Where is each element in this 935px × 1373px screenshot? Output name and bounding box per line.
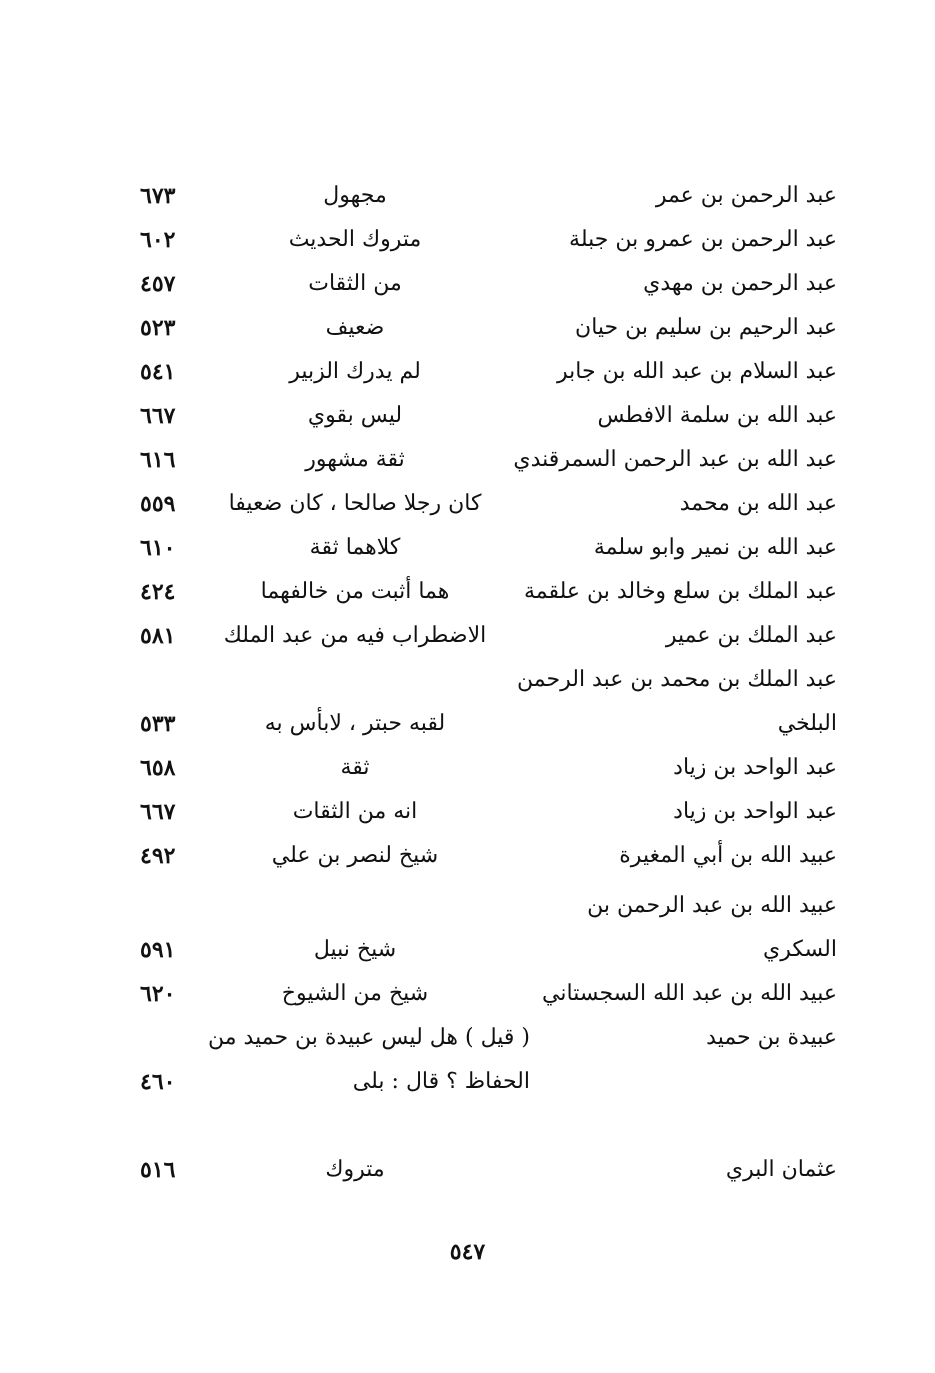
page-reference: ٦٥٨ xyxy=(140,755,176,781)
page-reference: ٥١٦ xyxy=(140,1157,176,1183)
list-item xyxy=(0,528,935,568)
page-reference: ٥٥٩ xyxy=(140,491,176,517)
narrator-name: عبد الملك بن سلع وخالد بن علقمة xyxy=(523,579,837,604)
narrator-name: عبد الملك بن عمير xyxy=(665,623,837,648)
list-item xyxy=(0,352,935,392)
narrator-verdict: لقبه حبتر ، لابأس به xyxy=(264,711,446,736)
narrator-verdict: شيخ لنصر بن علي xyxy=(271,843,439,868)
list-item xyxy=(0,1018,935,1058)
narrator-name: السكري xyxy=(763,937,837,962)
narrator-verdict: ضعيف xyxy=(325,315,385,340)
narrator-name: عثمان البري xyxy=(725,1157,837,1182)
narrator-verdict: ثقة xyxy=(340,755,370,780)
page-number: ٥٤٧ xyxy=(449,1239,486,1265)
narrator-verdict: الاضطراب فيه من عبد الملك xyxy=(223,623,487,648)
narrator-verdict: لم يدرك الزبير xyxy=(289,359,421,384)
narrator-name: عبيد الله بن عبد الرحمن بن xyxy=(587,893,837,918)
list-item xyxy=(0,396,935,436)
page-reference: ٦٧٣ xyxy=(140,183,176,209)
narrator-verdict: هما أثبت من خالفهما xyxy=(260,579,450,604)
narrator-verdict: شيخ نبيل xyxy=(313,937,397,962)
page-reference: ٥٤١ xyxy=(140,359,176,385)
narrator-verdict: من الثقات xyxy=(308,271,402,296)
narrator-name: عبد الرحيم بن سليم بن حيان xyxy=(575,315,837,340)
page-reference: ٥٩١ xyxy=(140,937,176,963)
page-reference: ٥٣٣ xyxy=(140,711,176,737)
narrator-name: عبد الرحمن بن عمر xyxy=(655,183,837,208)
page-reference: ٦٢٠ xyxy=(140,981,176,1007)
page-reference: ٤٥٧ xyxy=(140,271,176,297)
page-reference: ٦١٦ xyxy=(140,447,176,473)
narrator-name: عبد الله بن عبد الرحمن السمرقندي xyxy=(513,447,837,472)
narrator-name: عبد السلام بن عبد الله بن جابر xyxy=(557,359,837,384)
page-reference: ٤٢٤ xyxy=(140,579,176,605)
narrator-name: عبد الله بن محمد xyxy=(679,491,837,516)
narrator-verdict: شيخ من الشيوخ xyxy=(281,981,429,1006)
narrator-name: عبد الملك بن محمد بن عبد الرحمن xyxy=(517,667,837,692)
list-item xyxy=(0,886,935,926)
page-reference: ٥٨١ xyxy=(140,623,176,649)
list-item xyxy=(0,220,935,260)
narrator-verdict: ( قيل ) هل ليس عبيدة بن حميد من xyxy=(208,1025,530,1050)
page-reference: ٥٢٣ xyxy=(140,315,176,341)
narrator-verdict: كلاهما ثقة xyxy=(309,535,401,560)
page-reference: ٦٦٧ xyxy=(140,799,176,825)
narrator-name: عبد الواحد بن زياد xyxy=(673,799,837,824)
narrator-name: عبيد الله بن أبي المغيرة xyxy=(619,843,837,868)
list-item xyxy=(0,1062,935,1102)
list-item xyxy=(0,616,935,656)
list-item xyxy=(0,484,935,524)
list-item xyxy=(0,308,935,348)
page-reference: ٦١٠ xyxy=(140,535,176,561)
list-item xyxy=(0,748,935,788)
page-reference: ٤٦٠ xyxy=(140,1069,176,1095)
narrator-name: عبد الرحمن بن عمرو بن جبلة xyxy=(569,227,837,252)
narrator-name: عبد الواحد بن زياد xyxy=(673,755,837,780)
narrator-name: عبد الله بن نمير وابو سلمة xyxy=(593,535,837,560)
list-item xyxy=(0,440,935,480)
page-reference: ٦٠٢ xyxy=(140,227,176,253)
narrator-name: عبيدة بن حميد xyxy=(706,1025,837,1050)
narrator-verdict: متروك الحديث xyxy=(288,227,422,252)
narrator-verdict: متروك xyxy=(325,1157,385,1182)
page-reference: ٦٦٧ xyxy=(140,403,176,429)
list-item xyxy=(0,930,935,970)
list-item xyxy=(0,176,935,216)
narrator-verdict: ثقة مشهور xyxy=(305,447,405,472)
narrator-verdict: كان رجلا صالحا ، كان ضعيفا xyxy=(228,491,482,516)
list-item xyxy=(0,704,935,744)
list-item xyxy=(0,572,935,612)
narrator-verdict: مجهول xyxy=(323,183,387,208)
page-reference: ٤٩٢ xyxy=(140,843,176,869)
narrator-name: البلخي xyxy=(777,711,837,736)
list-item xyxy=(0,974,935,1014)
list-item xyxy=(0,792,935,832)
list-item xyxy=(0,264,935,304)
narrator-name: عبد الله بن سلمة الافطس xyxy=(597,403,837,428)
list-item xyxy=(0,836,935,876)
narrator-name: عبيد الله بن عبد الله السجستاني xyxy=(542,981,837,1006)
narrator-verdict: ليس بقوي xyxy=(307,403,403,428)
narrator-name: عبد الرحمن بن مهدي xyxy=(643,271,837,296)
narrator-verdict: الحفاظ ؟ قال : بلى xyxy=(352,1069,530,1094)
list-item xyxy=(0,660,935,700)
narrator-verdict: انه من الثقات xyxy=(292,799,418,824)
list-item xyxy=(0,1150,935,1190)
